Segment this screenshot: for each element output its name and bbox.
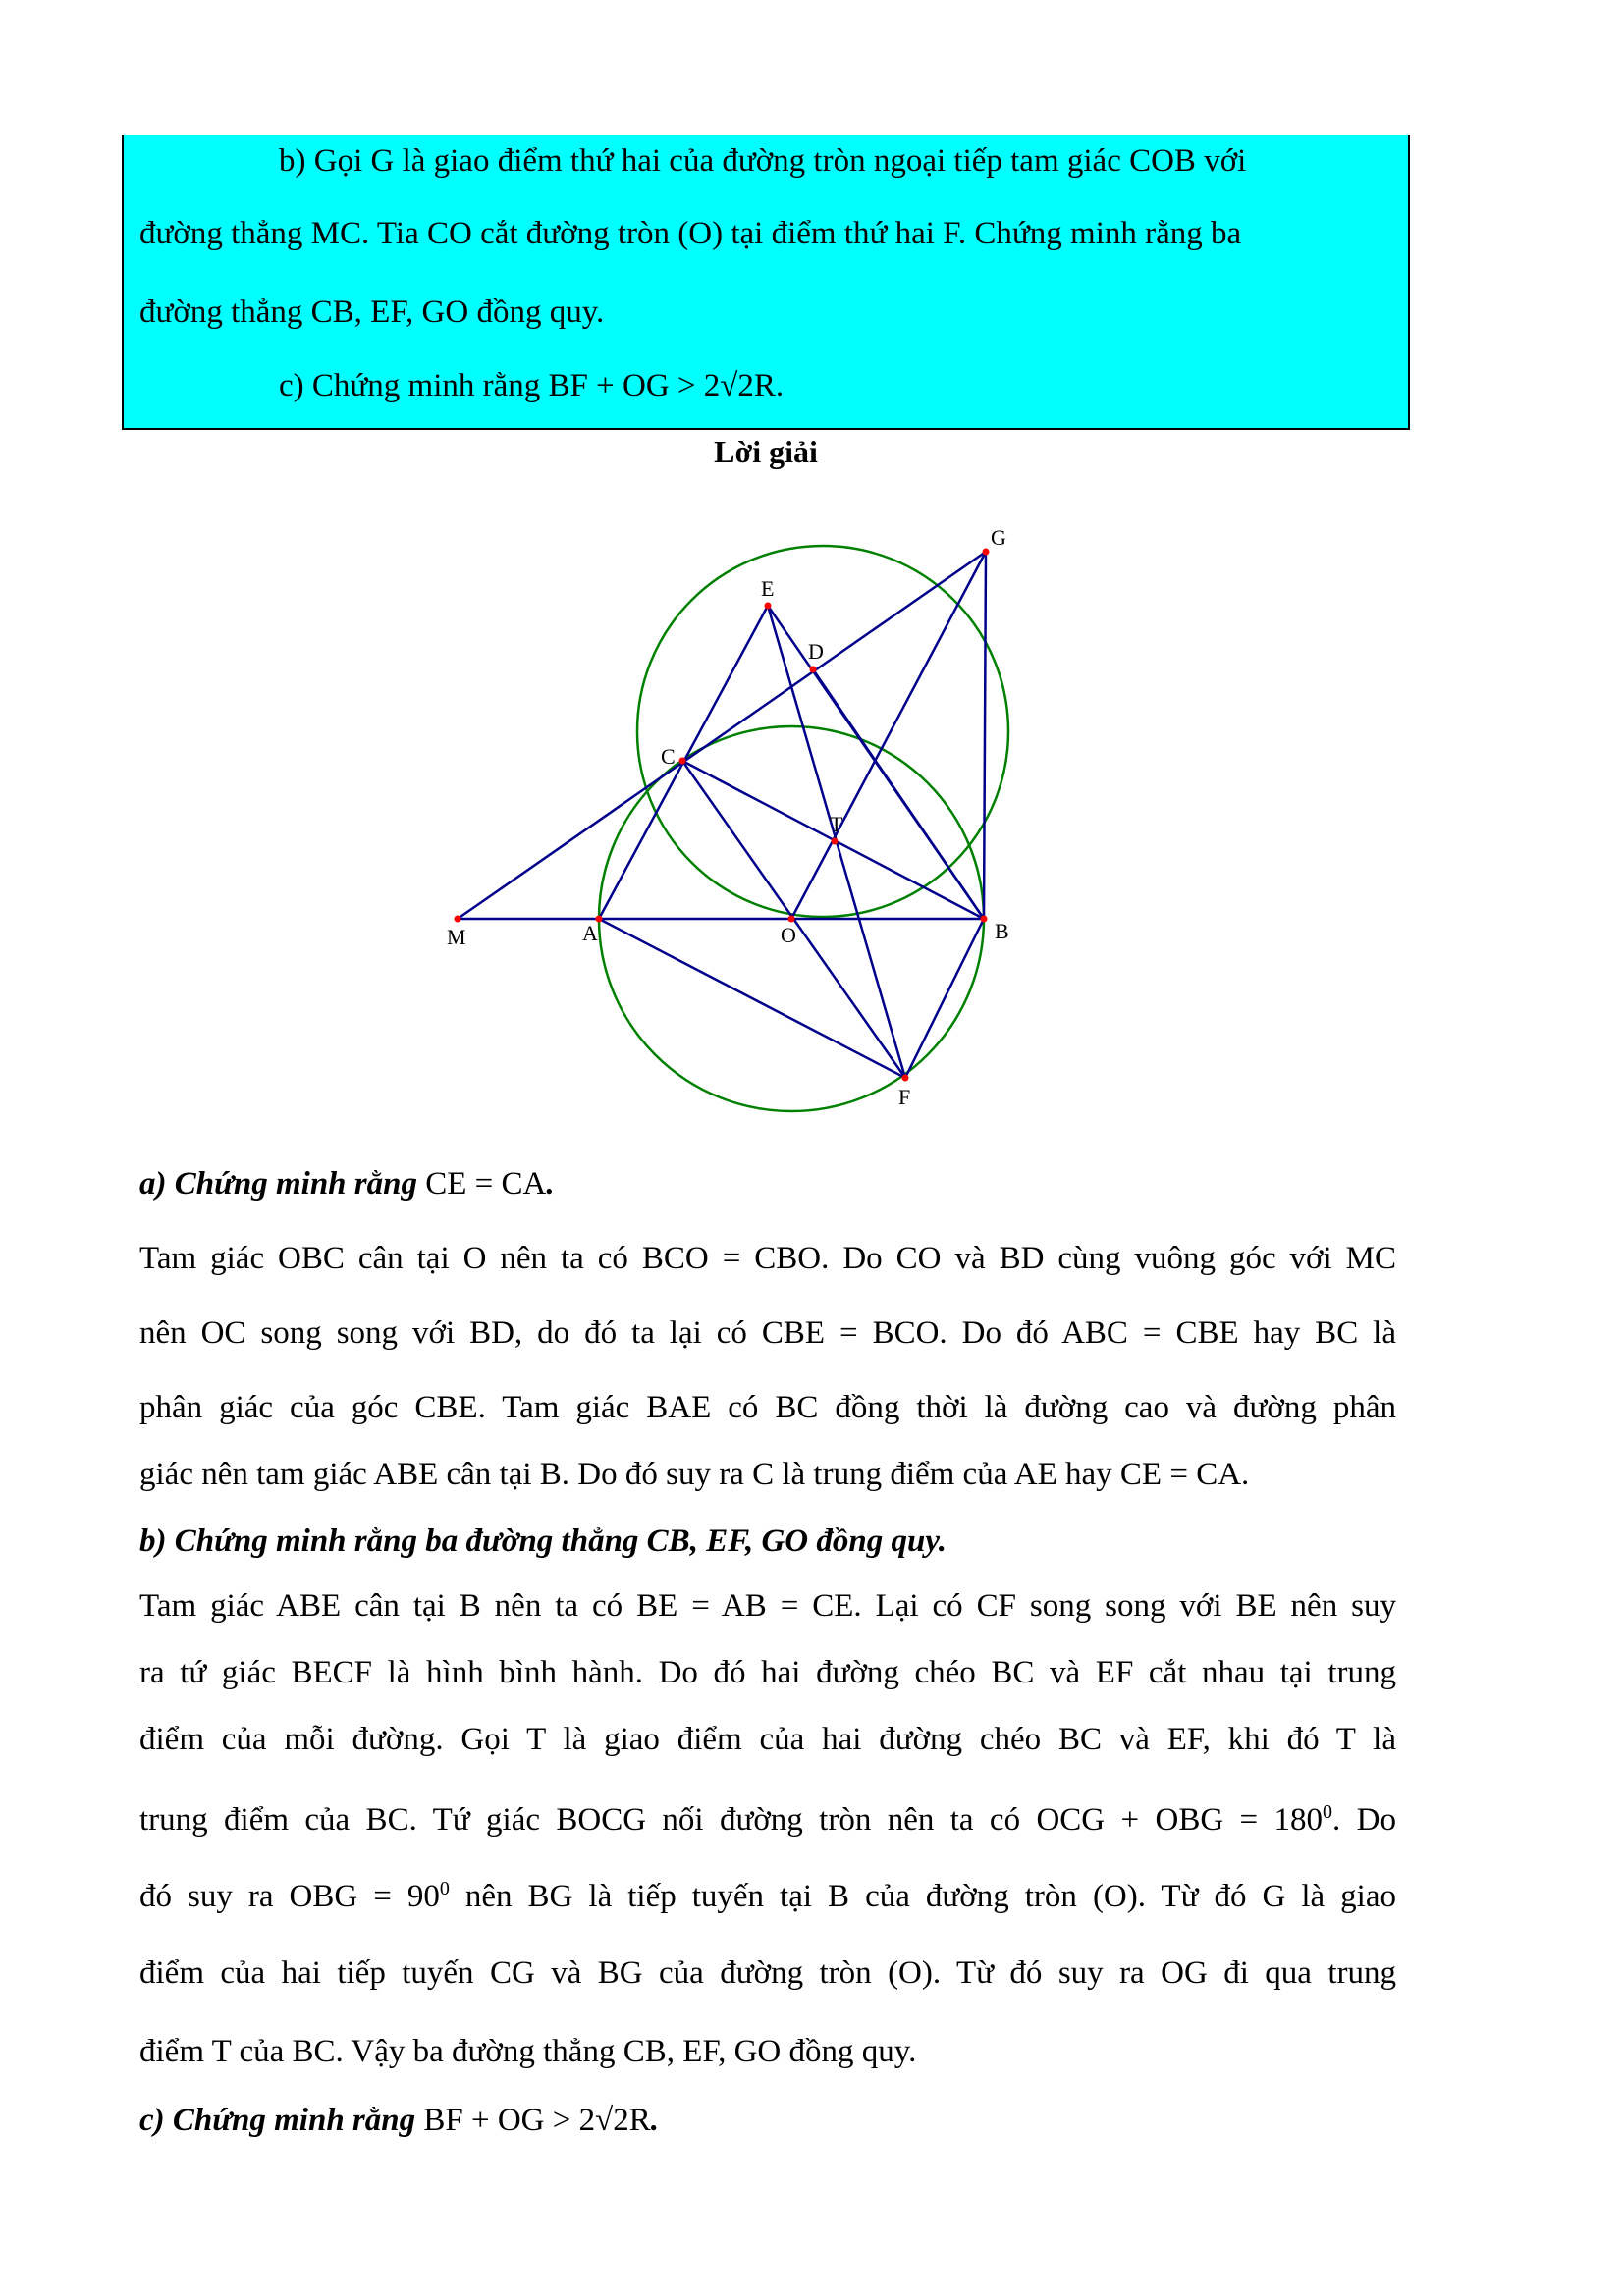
point-g bbox=[983, 549, 990, 556]
label-g: G bbox=[991, 525, 1006, 550]
line-af bbox=[599, 919, 905, 1078]
text: c) Chứng minh rằng bbox=[139, 2103, 424, 2138]
formula: BCO = CBO bbox=[641, 1241, 822, 1276]
line-gb bbox=[984, 552, 986, 919]
circle-o-symbol: (O) bbox=[677, 216, 724, 251]
text: hay BC là bbox=[1238, 1315, 1396, 1351]
formula: CBE bbox=[414, 1390, 478, 1425]
part-b-line3: điểm của mỗi đường. Gọi T là giao điểm của hai đường chéo BC và EF, khi đó T là bbox=[139, 1722, 1396, 1757]
part-b-line2: ra tứ giác BECF là hình bình hành. Do đó hai đường chéo BC và EF cắt nhau tại trung bbox=[139, 1655, 1396, 1690]
point-f bbox=[902, 1075, 909, 1082]
line-go bbox=[791, 552, 986, 919]
problem-b-line3: đường thẳng CB, EF, GO đồng quy. bbox=[139, 294, 605, 330]
line-bf bbox=[905, 919, 984, 1078]
point-d bbox=[810, 667, 817, 673]
text: . Từ đó suy ra OG đi qua trung bbox=[932, 1955, 1396, 1991]
part-b-heading: b) Chứng minh rằng ba đường thẳng CB, EF, GO đồng quy. bbox=[139, 1523, 947, 1559]
text: Tam giác OBC cân tại O nên ta có bbox=[139, 1241, 642, 1276]
text: . Lại có CF song song với BE nên suy bbox=[853, 1588, 1396, 1624]
part-a-line3 bbox=[139, 1388, 1396, 1427]
label-f: F bbox=[898, 1085, 911, 1109]
text: . Do CO và BD cùng vuông góc với MC bbox=[821, 1241, 1396, 1276]
text: đó suy ra bbox=[139, 1879, 290, 1914]
part-a-heading bbox=[139, 1164, 1396, 1203]
formula: OCG + OBG = 180 bbox=[1036, 1802, 1324, 1838]
point-m bbox=[455, 916, 461, 923]
text: . bbox=[775, 368, 785, 403]
problem-b-line1: b) Gọi G là giao điểm thứ hai của đường tròn ngoại tiếp tam giác COB với bbox=[279, 143, 1247, 179]
text: phân giác của góc bbox=[139, 1390, 415, 1425]
label-m: M bbox=[447, 925, 466, 949]
line-mg bbox=[458, 552, 986, 919]
text: trung điểm của BC. Tứ giác BOCG nối đường tròn nên ta có bbox=[139, 1802, 1037, 1838]
text: . bbox=[1241, 1457, 1250, 1492]
label-c: C bbox=[661, 744, 676, 769]
point-b bbox=[981, 916, 988, 923]
degree-superscript: 0 bbox=[439, 1878, 450, 1899]
line-db bbox=[813, 669, 984, 919]
formula: BF + OG > 2√2R bbox=[548, 368, 776, 403]
label-e: E bbox=[761, 576, 775, 601]
text: điểm của hai tiếp tuyến CG và BG của đường tròn bbox=[139, 1955, 889, 1991]
text: nên BG là tiếp tuyến tại B của đường tròn bbox=[449, 1879, 1093, 1914]
part-c-heading bbox=[139, 2101, 1396, 2140]
part-b-line5 bbox=[139, 1869, 1396, 1916]
part-b-line1 bbox=[139, 1586, 1396, 1626]
solution-title: Lời giải bbox=[714, 434, 818, 469]
label-b: B bbox=[995, 919, 1009, 943]
formula: BE = AB = CE bbox=[636, 1588, 854, 1624]
text: c) Chứng minh rằng bbox=[279, 368, 549, 403]
formula: CE = CA bbox=[1119, 1457, 1242, 1492]
formula: OBG = 90 bbox=[289, 1879, 440, 1914]
text: . Từ đó G là giao bbox=[1137, 1879, 1396, 1914]
point-t bbox=[832, 838, 839, 845]
part-a-line1 bbox=[139, 1239, 1396, 1278]
part-b-line4 bbox=[139, 1792, 1396, 1840]
text: tại điểm thứ hai F. Chứng minh rằng ba bbox=[723, 216, 1242, 251]
text: . bbox=[546, 1166, 555, 1201]
point-o bbox=[788, 916, 795, 923]
formula: CBE = BCO bbox=[761, 1315, 940, 1351]
text: . Tam giác BAE có BC đồng thời là đường cao và đường phân bbox=[477, 1390, 1396, 1425]
label-o: O bbox=[781, 923, 796, 947]
point-e bbox=[765, 603, 772, 610]
text: nên OC song song với BD, do đó ta lại có bbox=[139, 1315, 762, 1351]
text: . Do đó bbox=[939, 1315, 1062, 1351]
part-a-line4 bbox=[139, 1455, 1396, 1494]
part-a-line2 bbox=[139, 1313, 1396, 1353]
text: . bbox=[650, 2103, 659, 2138]
label-a: A bbox=[582, 921, 598, 945]
label-t: T bbox=[830, 812, 843, 836]
circle-o-symbol: (O) bbox=[888, 1955, 933, 1991]
text: đường thẳng MC. Tia CO cắt đường tròn bbox=[139, 216, 678, 251]
degree-superscript: 0 bbox=[1323, 1801, 1333, 1823]
part-b-line6 bbox=[139, 1953, 1396, 1993]
text: Tam giác ABE cân tại B nên ta có bbox=[139, 1588, 637, 1624]
point-c bbox=[679, 758, 686, 765]
label-d: D bbox=[808, 639, 824, 664]
text: giác nên tam giác ABE cân tại B. Do đó suy ra C là trung điểm của AE hay bbox=[139, 1457, 1120, 1492]
part-b-line7: điểm T của BC. Vậy ba đường thẳng CB, EF, GO đồng quy. bbox=[139, 2034, 917, 2069]
circle-o-symbol: (O) bbox=[1092, 1879, 1138, 1914]
text: a) Chứng minh rằng bbox=[139, 1166, 426, 1201]
text: . Do bbox=[1332, 1802, 1396, 1838]
formula: ABC = CBE bbox=[1061, 1315, 1239, 1351]
formula: CE = CA bbox=[425, 1166, 547, 1201]
formula: BF + OG > 2√2R bbox=[423, 2103, 651, 2138]
